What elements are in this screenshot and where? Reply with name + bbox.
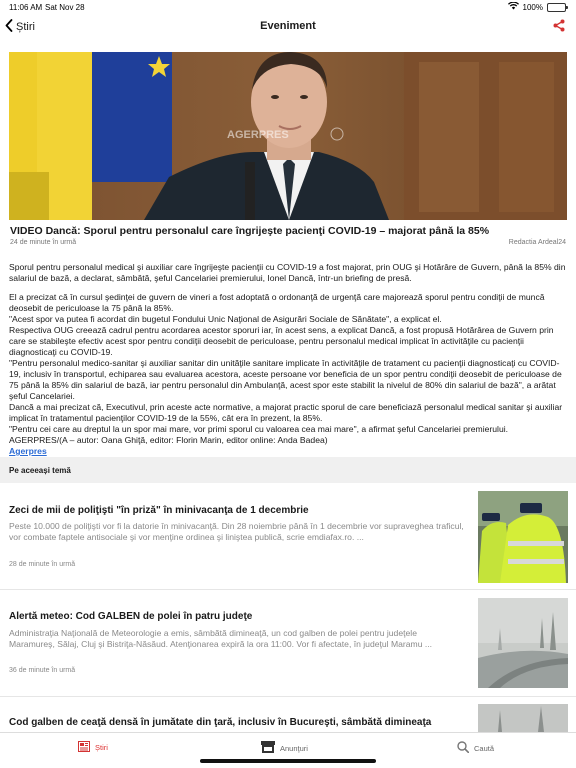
article-paragraph: AGERPRES/(A – autor: Oana Ghiţă, editor: Florin Marin, editor online: Anda Badea) — [9, 435, 328, 445]
share-button[interactable] — [553, 19, 565, 37]
store-icon — [261, 741, 275, 755]
tab-label: Știri — [95, 743, 108, 752]
page-title: Eveniment — [260, 20, 316, 32]
article-paragraph: Dancă a mai precizat că, Executivul, prin aceste acte normative, a majorat practic sporul de care beneficiază personalul medical sanitar şi auxiliar implicat în tratamentul pacienţilor COVID-19 de la 55%, cât era în prezent, la 85%. — [9, 402, 563, 423]
article-hero-image — [9, 52, 567, 220]
article-paragraph: "Pentru cei care au dreptul la un spor mai mare, vor primi sporul cu valoarea cea mai mare", a afirmat şeful Cancelariei premierului. — [9, 424, 509, 434]
tab-stiri[interactable] — [78, 741, 108, 754]
status-date: Sat Nov 28 — [45, 3, 85, 12]
back-label: Știri — [16, 21, 35, 33]
article-paragraph: "Acest spor va putea fi acordat din bugetul Fondului Unic Naţional de Asigurări Sociale de Sănătate", a explicat el. — [9, 314, 442, 324]
home-indicator[interactable] — [200, 759, 376, 763]
related-item[interactable] — [0, 484, 576, 590]
article-paragraph: El a precizat că în cursul şedinţei de guvern de vineri a fost adoptată o ordonanţă de urgenţă care majorează sporul pentru condiţii de muncă deosebit de periculoase la 75 până la 85%. — [9, 292, 545, 313]
related-item-thumbnail — [478, 491, 568, 583]
tab-cauta[interactable] — [457, 741, 494, 755]
source-link[interactable]: Agerpres — [9, 446, 47, 456]
battery-percent: 100% — [522, 2, 543, 12]
related-item-title: Zeci de mii de poliţişti "în priză" în minivacanţa de 1 decembrie — [9, 505, 309, 516]
related-item-time: 28 de minute în urmă — [9, 561, 76, 568]
related-item-thumbnail — [478, 598, 568, 688]
article-paragraph: Respectiva OUG creează cadrul pentru acordarea acestor sporuri iar, în acest sens, a explicat Dancă, a fost propusă Hotărârea de Guvern prin care se stabileşte efectiv acest spor pentru condiţii deosebit de periculoase, pentru personalul medical implicat în activităţile cu pacienţii diagnosticaţi cu COVID-19. — [9, 325, 554, 357]
wifi-icon — [508, 2, 519, 12]
article-paragraph: Sporul pentru personalul medical şi auxiliar care îngrijeşte pacienţii cu COVID-19 a fost majorat, prin OUG şi Hotărâre de Guvern, până la 85% din salariul de bază, a declarat, sâmbătă, şeful Cancelariei premierului, Ionel Dancă, într-un briefing de presă. — [9, 262, 566, 283]
status-bar — [0, 0, 576, 14]
related-item-summary: Peste 10.000 de poliţişti vor fi la datorie în minivacanţă. Din 28 noiembrie până în 1 decembrie vor supraveghea traficul, vor combate faptele antisociale şi vor menţine ordinea şi liniştea publică, scrie emdiafax.ro. ... — [9, 521, 464, 542]
tab-label: Caută — [474, 743, 495, 753]
related-item-title: Cod galben de ceaţă densă în jumătate din ţară, inclusiv în Bucureşti, sâmbătă dimineaţa — [9, 717, 432, 728]
battery-icon — [547, 3, 566, 12]
search-icon — [457, 741, 469, 755]
tab-label: Anunţuri — [280, 743, 308, 753]
article-title: VIDEO Dancă: Sporul pentru personalul care îngrijeşte pacienţi COVID-19 – majorat până la 85% — [10, 225, 490, 237]
article-body — [9, 262, 567, 457]
article-time: 24 de minute în urmă — [10, 239, 77, 246]
related-item-title: Alertă meteo: Cod GALBEN de polei în patru judeţe — [9, 611, 253, 622]
related-item[interactable] — [0, 698, 576, 732]
image-watermark: AGERPRES — [227, 129, 289, 141]
article-source: Redactia Ardeal24 — [508, 239, 566, 246]
navigation-bar — [0, 14, 576, 38]
related-item-summary: Administraţia Naţională de Meteorologie a emis, sâmbătă dimineaţă, un cod galben de polei pentru judeţele Maramureş, Sălaj, Cluj şi Bistriţa-Năsăud. Atenţionarea expiră la ora 11:00. Vor fi afectate, în judeţul Maramu ... — [9, 628, 433, 649]
related-section-header: Pe aceeași temă — [0, 457, 576, 483]
share-icon — [553, 19, 565, 36]
status-time: 11:06 AM — [9, 3, 43, 12]
newspaper-icon — [78, 741, 90, 754]
article-paragraph: "Pentru personalul medico-sanitar şi auxiliar sanitar din unităţile sanitare implicate în activităţile de tratament cu pacienţii diagnosticaţi cu COVID-19, inclusiv în transportul, echiparea sau evaluarea acestora, aceste persoane vor beneficia de un spor pentru condiţii deosebit de periculoase de 75 până la 85% din salariul de bază, iar pentru personalul din Ambulanţă, acest spor este stabilit la nivelul de 80% din salariul de bază", a arătat şeful Cancelariei. — [9, 358, 562, 401]
related-item-thumbnail — [478, 704, 568, 732]
status-right — [508, 2, 566, 12]
related-item[interactable] — [0, 591, 576, 697]
tab-anunturi[interactable] — [261, 741, 308, 755]
related-item-time: 36 de minute în urmă — [9, 667, 76, 674]
